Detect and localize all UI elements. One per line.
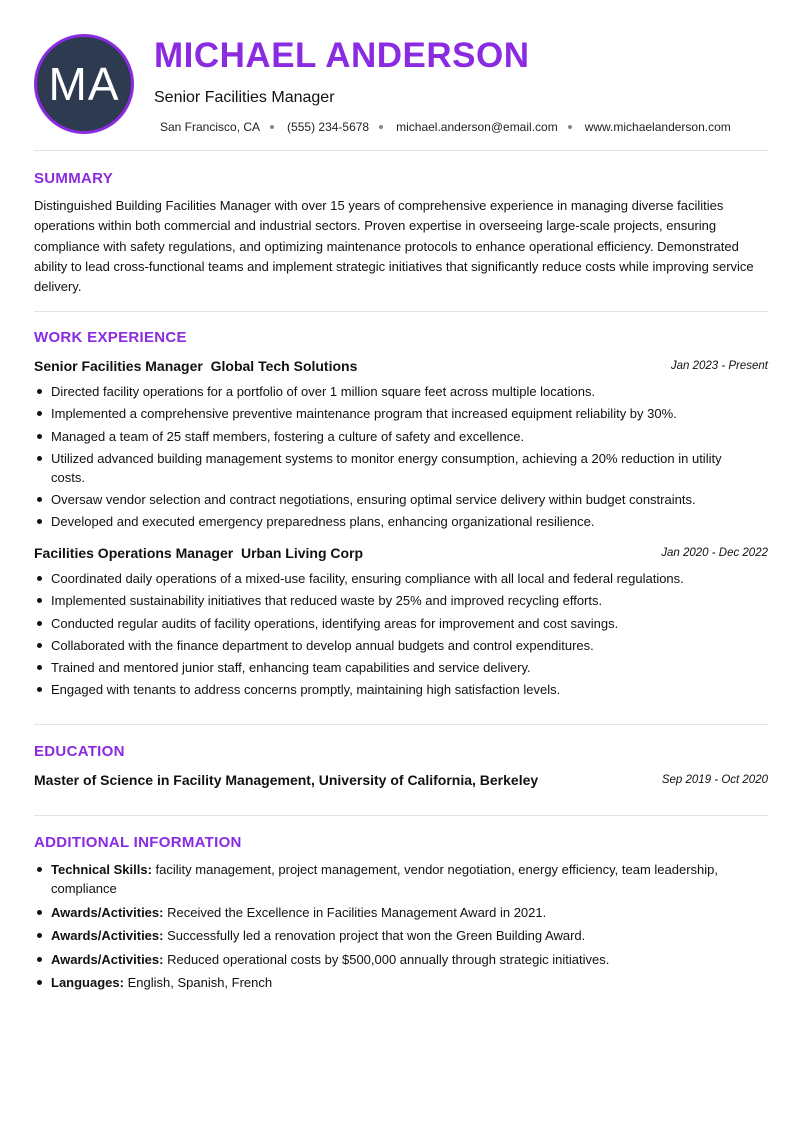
item-text: English, Spanish, French (127, 975, 273, 990)
education-heading: EDUCATION (34, 743, 125, 760)
item-text: Received the Excellence in Facilities Management Award in 2021. (167, 904, 547, 920)
contact-email[interactable]: michael.anderson@email.com (396, 120, 558, 134)
separator-dot-icon (379, 125, 383, 129)
job-dates: Jan 2023 - Present (670, 360, 768, 372)
list-item (34, 950, 754, 969)
item-label: Languages: (51, 975, 124, 990)
additional-info-heading: ADDITIONAL INFORMATION (34, 834, 242, 851)
candidate-name: MICHAEL ANDERSON (154, 36, 530, 75)
list-item: Oversaw vendor selection and contract negotiations, ensuring optimal service delivery within budget constraints. (34, 490, 754, 509)
list-item (34, 903, 754, 922)
item-label: Awards/Activities: (51, 951, 164, 967)
education-dates: Sep 2019 - Oct 2020 (661, 774, 768, 786)
list-item (34, 926, 754, 945)
list-item: Conducted regular audits of facility operations, identifying areas for improvement and cost savings. (34, 614, 754, 633)
resume-header (34, 34, 768, 138)
separator-dot-icon (270, 125, 274, 129)
list-item: Collaborated with the finance department to develop annual budgets and control expenditures. (34, 636, 754, 655)
item-text: facility management, project management, vendor negotiation, energy efficiency, team leadership, compliance (51, 862, 718, 896)
contact-website[interactable]: www.michaelanderson.com (584, 120, 731, 134)
list-item (34, 973, 754, 992)
summary-text: Distinguished Building Facilities Manager with over 15 years of comprehensive experience in managing diverse facilities operations within both commercial and industrial sectors. Proven expertise in overseeing large-scale projects, ensuring compliance with safety regulations, and optimizing maintenance protocols to enhance operational efficiency. Demonstrated ability to lead cross-functional teams and implement strategic initiatives that significantly reduce costs while improving service delivery. (34, 198, 754, 295)
contact-location: San Francisco, CA (160, 120, 261, 134)
list-item (34, 860, 754, 898)
job-header (34, 545, 768, 561)
job-bullets (34, 382, 754, 535)
education-degree: Master of Science in Facility Management, University of California, Berkeley (34, 772, 539, 788)
list-item: Implemented a comprehensive preventive maintenance program that increased equipment reliability by 30%. (34, 404, 754, 423)
list-item: Engaged with tenants to address concerns promptly, maintaining high satisfaction levels. (34, 680, 754, 699)
candidate-headline: Senior Facilities Manager (154, 89, 335, 106)
education-entry (34, 772, 768, 788)
job-company: Global Tech Solutions (210, 358, 358, 374)
work-experience-heading: WORK EXPERIENCE (34, 329, 187, 346)
section-divider (34, 724, 768, 725)
job-role: Senior Facilities Manager (34, 358, 203, 374)
list-item: Implemented sustainability initiatives that reduced waste by 25% and improved recycling efforts. (34, 591, 754, 610)
list-item: Utilized advanced building management systems to monitor energy consumption, achieving a 20% reduction in utility costs. (34, 449, 754, 487)
item-text: Successfully led a renovation project that won the Green Building Award. (167, 928, 586, 943)
list-item: Directed facility operations for a portfolio of over 1 million square feet across multiple locations. (34, 382, 754, 401)
summary-heading: SUMMARY (34, 170, 114, 187)
job-dates: Jan 2020 - Dec 2022 (661, 547, 768, 559)
contact-phone: (555) 234-5678 (287, 120, 370, 134)
contact-info (160, 120, 731, 134)
job-role: Facilities Operations Manager (34, 545, 234, 561)
separator-dot-icon (568, 125, 572, 129)
item-label: Awards/Activities: (51, 928, 164, 943)
item-text: Reduced operational costs by $500,000 annually through strategic initiatives. (167, 951, 610, 967)
list-item: Coordinated daily operations of a mixed-use facility, ensuring compliance with all local and federal regulations. (34, 569, 754, 588)
section-divider (34, 311, 768, 312)
job-header (34, 358, 768, 374)
section-divider (34, 150, 768, 151)
list-item: Trained and mentored junior staff, enhancing team capabilities and service delivery. (34, 658, 754, 677)
job-company: Urban Living Corp (240, 545, 364, 561)
additional-info-list (34, 860, 754, 997)
job-bullets (34, 569, 754, 703)
avatar: MA (34, 34, 134, 134)
item-label: Technical Skills: (51, 862, 152, 877)
section-divider (34, 815, 768, 816)
item-label: Awards/Activities: (51, 904, 164, 920)
list-item: Developed and executed emergency preparedness plans, enhancing organizational resilience. (34, 512, 754, 531)
list-item: Managed a team of 25 staff members, fostering a culture of safety and excellence. (34, 427, 754, 446)
